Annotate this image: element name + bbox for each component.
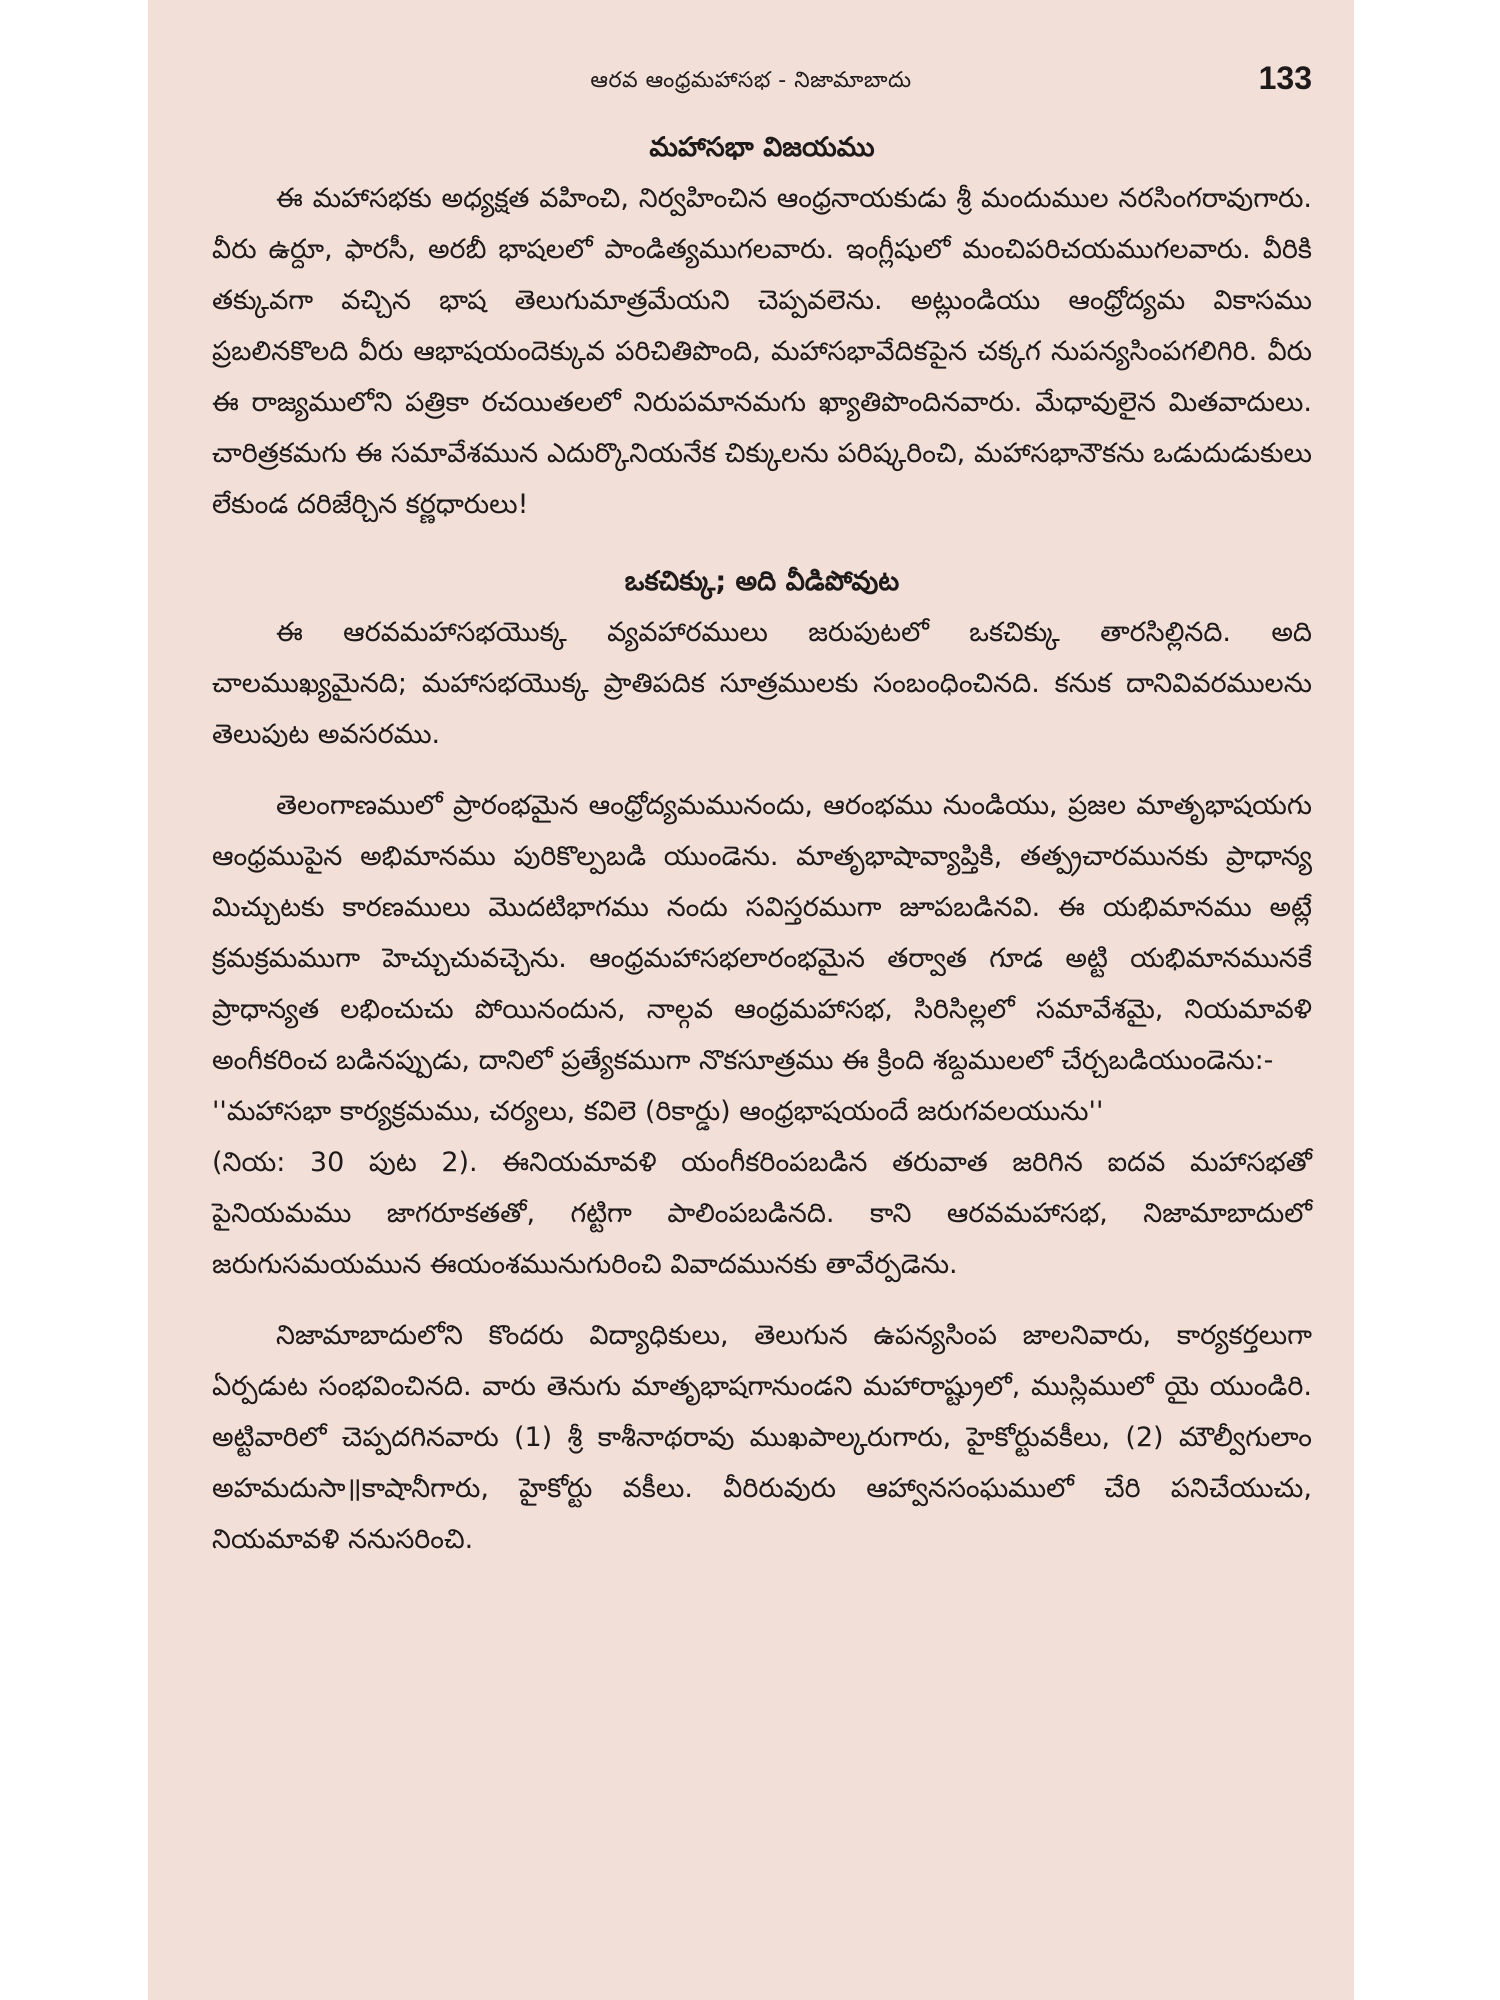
quoted-rule: ''మహాసభా కార్యక్రమము, చర్యలు, కవిలె (రికార్డు) ఆంధ్రభాషయందే జరుగవలయును'' <box>212 1096 1104 1127</box>
section-heading-victory: మహాసభా విజయము <box>649 132 875 163</box>
page-number: 133 <box>1258 60 1312 96</box>
page-header <box>148 60 1354 104</box>
paragraph-issue: ఈ ఆరవమహాసభయొక్క వ్యవహారములు జరుపుటలో ఒకచిక్కు తారసిల్లినది. అది చాలముఖ్యమైనది; మహాసభయొక్క ప్రాతిపదిక సూత్రములకు సంబంధించినది. కనుక దానివివరములను తెలుపుట అవసరము. <box>212 617 1312 750</box>
page-body <box>212 122 1312 1565</box>
book-page <box>148 0 1354 2000</box>
paragraph-telangana: తెలంగాణములో ప్రారంభమైన ఆంధ్రోద్యమమునందు, ఆరంభము నుండియు, ప్రజల మాతృభాషయగు ఆంధ్రముపైన అభిమానము పురికొల్పబడి యుండెను. మాతృభాషావ్యాప్తికి, తత్ప్రచారమునకు ప్రాధాన్య మిచ్చుటకు కారణములు మొదటిభాగము నందు సవిస్తరముగా జూపబడినవి. ఈ యభిమానము అట్లే క్రమక్రమముగా హెచ్చుచువచ్చెను. ఆంధ్రమహాసభలారంభమైన తర్వాత గూడ అట్టి యభిమానమునకే ప్రాధాన్యత లభించుచు పోయినందున, నాల్గవ ఆంధ్రమహాసభ, సిరిసిల్లలో సమావేశమై, నియమావళి అంగీకరించ బడినప్పుడు, దానిలో ప్రత్యేకముగా నొకసూత్రము ఈ క్రింది శబ్దములలో చేర్చబడియుండెను:- <box>212 790 1312 1076</box>
paragraph-victory: ఈ మహాసభకు అధ్యక్షత వహించి, నిర్వహించిన ఆంధ్రనాయకుడు శ్రీ మందుముల నరసింగరావుగారు. వీరు ఉర్దూ, ఫారసీ, అరబీ భాషలలో పాండిత్యముగలవారు. ఇంగ్లీషులో మంచిపరిచయముగలవారు. వీరికి తక్కువగా వచ్చిన భాష తెలుగుమాత్రమేయని చెప్పవలెను. అట్లుండియు ఆంధ్రోద్యమ వికాసము ప్రబలినకొలది వీరు ఆభాషయందెక్కువ పరిచితిపొంది, మహాసభావేదికపైన చక్కగ నుపన్యసింపగలిగిరి. వీరు ఈ రాజ్యములోని పత్రికా రచయితలలో నిరుపమానమగు ఖ్యాతిపొందినవారు. మేధావులైన మితవాదులు. చారిత్రకమగు ఈ సమావేశమున ఎదుర్కొనియనేక చిక్కులను పరిష్కరించి, మహాసభానౌకను ఒడుదుడుకులు లేకుండ దరిజేర్చిన కర్ణధారులు! <box>212 183 1312 520</box>
section-heading-issue: ఒకచిక్కు; అది వీడిపోవుట <box>624 566 900 597</box>
paragraph-nizamabad: నిజామాబాదులోని కొందరు విద్యాధికులు, తెలుగున ఉపన్యసింప జాలనివారు, కార్యకర్తలుగా ఏర్పడుట సంభవించినది. వారు తెనుగు మాతృభాషగానుండని మహారాష్ట్రులో, ముస్లిములో యై యుండిరి. అట్టివారిలో చెప్పదగినవారు (1) శ్రీ కాశీనాథరావు ముఖపాల్కరుగారు, హైకోర్టువకీలు, (2) మౌల్వీగులాం అహమదుసా॥కాషానీగారు, హైకోర్టు వకీలు. వీరిరువురు ఆహ్వానసంఘములో చేరి పనిచేయుచు, నియమావళి ననుసరించి. <box>212 1320 1312 1555</box>
running-title: ఆరవ ఆంధ్రమహాసభ - నిజామాబాదు <box>590 68 912 93</box>
paragraph-after-quote: (నియ: 30 పుట 2). ఈనియమావళి యంగీకరింపబడిన తరువాత జరిగిన ఐదవ మహాసభతో పైనియమము జాగరూకతతో, గట్టిగా పాలింపబడినది. కాని ఆరవమహాసభ, నిజామాబాదులో జరుగుసమయమున ఈయంశమునుగురించి వివాదమునకు తావేర్పడెను. <box>212 1147 1312 1280</box>
